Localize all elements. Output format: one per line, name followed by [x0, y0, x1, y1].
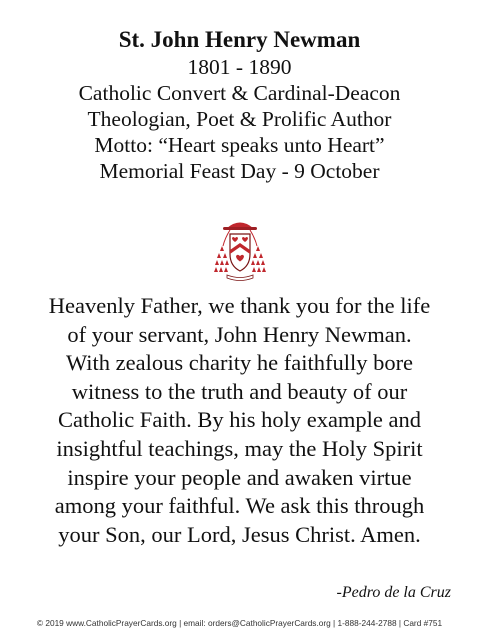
- motto: Motto: “Heart speaks unto Heart”: [94, 133, 385, 157]
- life-dates: 1801 - 1890: [187, 55, 292, 79]
- prayer-line-1: Heavenly Father, we thank you for the life: [48, 293, 431, 318]
- prayer-line-3: With zealous charity he faithfully bore: [65, 350, 414, 376]
- copyright-footer: © 2019 www.CatholicPrayerCards.org | email: orders@CatholicPrayerCards.org | 1-888-244-2788 | Card #751: [36, 618, 443, 628]
- description-line-2: Theologian, Poet & Prolific Author: [87, 107, 392, 131]
- prayer-line-7: inspire your people and awaken virtue: [67, 464, 412, 490]
- prayer-line-8: among your faithful. We ask this through: [54, 493, 425, 519]
- prayer-line-9: your Son, our Lord, Jesus Christ. Amen.: [58, 521, 421, 547]
- card-header: [0, 26, 479, 184]
- prayer-line-5: Catholic Faith. By his holy example and: [57, 407, 422, 433]
- prayer-line-6: insightful teachings, may the Holy Spirit: [56, 435, 423, 461]
- feast-day: Memorial Feast Day - 9 October: [99, 159, 380, 183]
- cardinal-coat-of-arms-icon: [213, 216, 267, 284]
- prayer-line-4: witness to the truth and beauty of our: [71, 378, 408, 404]
- prayer-text: [8, 292, 471, 549]
- prayer-author: -Pedro de la Cruz: [336, 584, 451, 601]
- saint-name: St. John Henry Newman: [118, 27, 361, 52]
- prayer-line-2: of your servant, John Henry Newman.: [67, 321, 412, 347]
- description-line-1: Catholic Convert & Cardinal-Deacon: [78, 81, 401, 105]
